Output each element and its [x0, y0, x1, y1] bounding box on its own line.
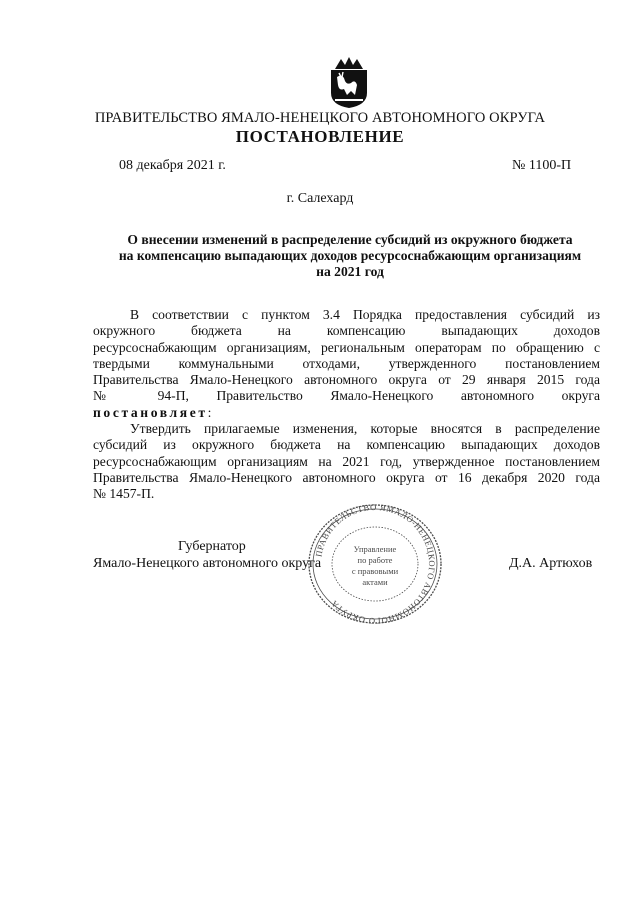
text-line: № 94-П, Правительство Ямало-Ненецкого автономного округа — [93, 388, 600, 404]
stamp-center-line: Управление — [353, 544, 397, 554]
text-line — [93, 405, 600, 421]
text-line: окружного бюджета на компенсацию выпадающих доходов — [93, 323, 600, 339]
signatory-position: Губернатор — [178, 539, 246, 554]
document-type: ПОСТАНОВЛЕНИЕ — [235, 127, 405, 146]
title-line: О внесении изменений в распределение субсидий из окружного бюджета — [127, 232, 573, 247]
text-line: В соответствии с пунктом 3.4 Порядка предоставления субсидий из — [130, 307, 600, 322]
text-line: Правительства Ямало-Ненецкого автономного округа от 16 декабря 2020 года — [93, 469, 600, 485]
title-line: на 2021 год — [316, 264, 384, 279]
paragraph-resolution — [93, 421, 600, 502]
document-date: 08 декабря 2021 г. — [119, 158, 226, 173]
signatory-region: Ямало-Ненецкого автономного округа — [93, 556, 322, 571]
stamp-center-line: актами — [362, 577, 388, 587]
text-line: ресурсоснабжающим организациям, региональным операторам по обращению с — [93, 339, 600, 355]
stamp-outer-text: ПРАВИТЕЛЬСТВО ЯМАЛО-НЕНЕЦКОГО АВТОНОМНОГО ОКРУГА — [313, 502, 438, 626]
coat-of-arms-icon — [327, 55, 371, 109]
text-line: ресурсоснабжающим организациям на 2021 год, утвержденное постановлением — [93, 453, 600, 469]
paragraph-preamble — [93, 307, 600, 421]
document-city: г. Салехард — [286, 191, 354, 206]
text-line: Утвердить прилагаемые изменения, которые вносятся в распределение — [130, 421, 600, 436]
text-line: № 1457-П. — [93, 486, 155, 502]
text-line: субсидий из окружного бюджета на компенсацию выпадающих доходов — [93, 437, 600, 453]
stamp-center-line: с правовыми — [351, 566, 399, 576]
stamp-center-line: по работе — [357, 555, 393, 565]
resolves-colon: : — [207, 404, 212, 420]
document-title — [90, 232, 610, 280]
government-name: ПРАВИТЕЛЬСТВО ЯМАЛО-НЕНЕЦКОГО АВТОНОМНОГО ОКРУГА — [94, 110, 546, 126]
official-stamp — [305, 502, 445, 626]
text-line: твердыми коммунальными отходами, утвержденного постановлением — [93, 355, 600, 371]
text-line: Правительства Ямало-Ненецкого автономного округа от 29 января 2015 года — [93, 372, 600, 388]
signatory-name: Д.А. Артюхов — [509, 556, 593, 571]
document-number: № 1100-П — [512, 158, 572, 173]
resolves-word: постановляет — [93, 404, 208, 420]
title-line: на компенсацию выпадающих доходов ресурсоснабжающим организациям — [118, 248, 582, 263]
